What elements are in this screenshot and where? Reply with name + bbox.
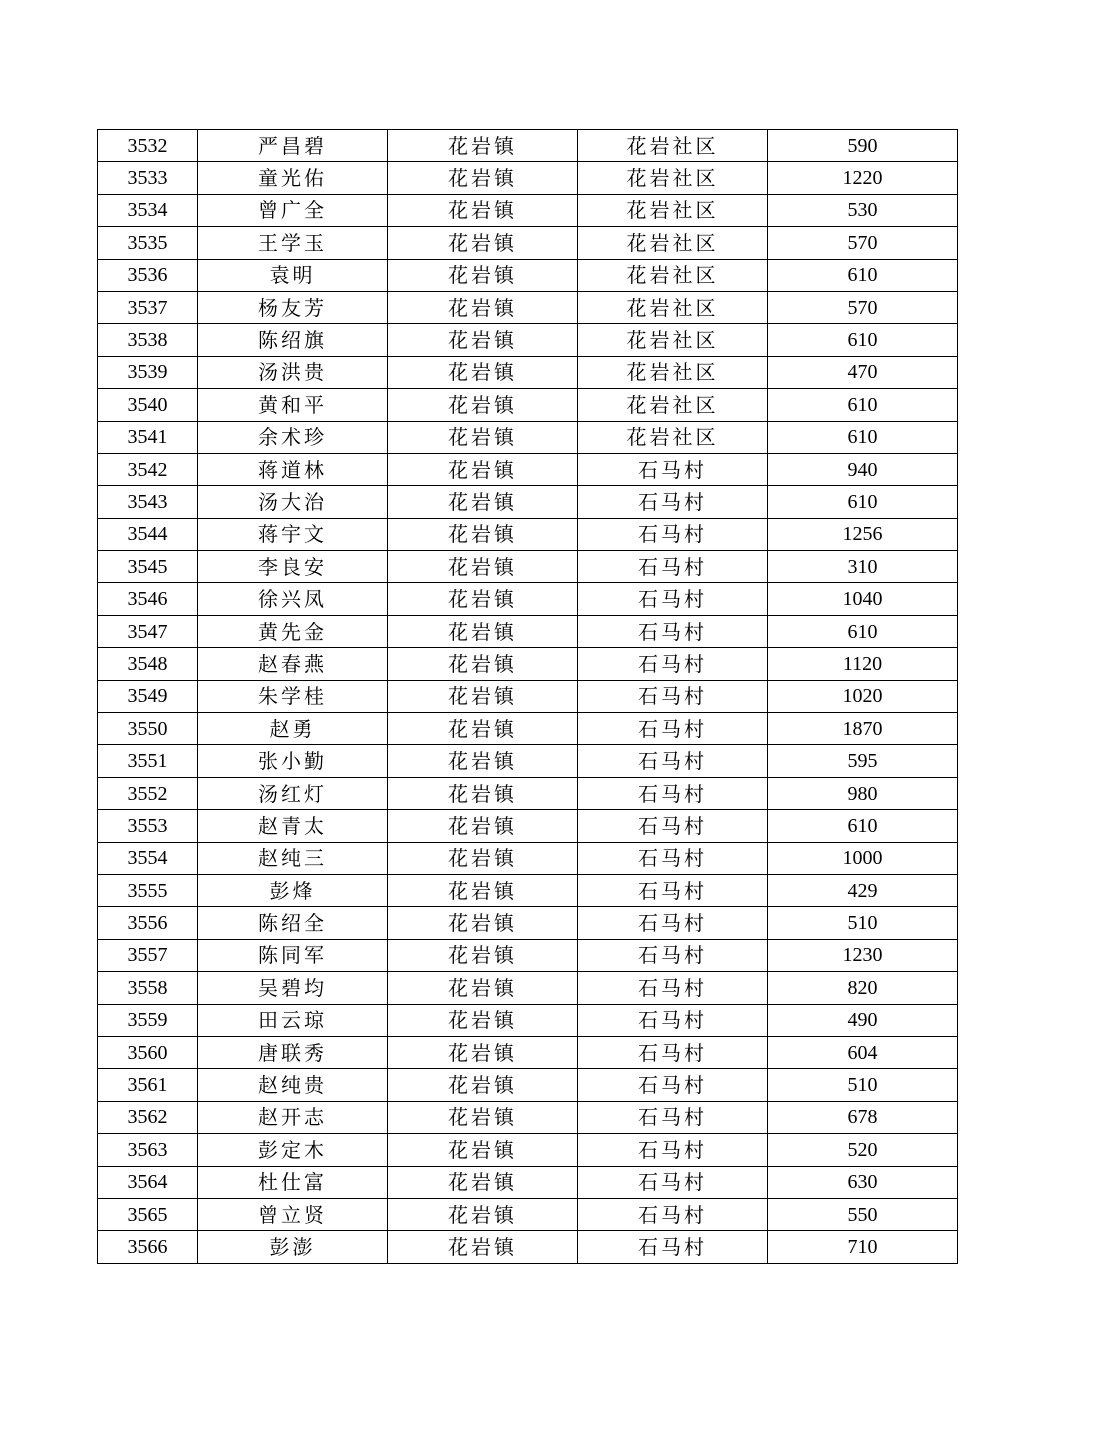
amount-cell: 510 — [768, 907, 958, 939]
table-row — [98, 453, 958, 485]
table-row — [98, 745, 958, 777]
village-cell: 石马村 — [578, 1198, 768, 1230]
row-number-cell: 3542 — [98, 453, 198, 485]
amount-cell: 610 — [768, 259, 958, 291]
name-cell: 杨友芳 — [198, 291, 388, 323]
name-cell: 田云琼 — [198, 1004, 388, 1036]
table-row — [98, 583, 958, 615]
town-cell: 花岩镇 — [388, 680, 578, 712]
village-cell: 石马村 — [578, 777, 768, 809]
town-cell: 花岩镇 — [388, 291, 578, 323]
name-cell: 黄和平 — [198, 389, 388, 421]
town-cell: 花岩镇 — [388, 324, 578, 356]
amount-cell: 710 — [768, 1231, 958, 1263]
amount-cell: 470 — [768, 356, 958, 388]
name-cell: 赵纯三 — [198, 842, 388, 874]
town-cell: 花岩镇 — [388, 1004, 578, 1036]
table-row — [98, 1231, 958, 1263]
town-cell: 花岩镇 — [388, 518, 578, 550]
table-row — [98, 1101, 958, 1133]
town-cell: 花岩镇 — [388, 162, 578, 194]
village-cell: 石马村 — [578, 1004, 768, 1036]
town-cell: 花岩镇 — [388, 551, 578, 583]
amount-cell: 610 — [768, 615, 958, 647]
amount-cell: 940 — [768, 453, 958, 485]
name-cell: 杜仕富 — [198, 1166, 388, 1198]
table-row — [98, 713, 958, 745]
town-cell: 花岩镇 — [388, 421, 578, 453]
town-cell: 花岩镇 — [388, 1101, 578, 1133]
table-row — [98, 486, 958, 518]
amount-cell: 610 — [768, 486, 958, 518]
table-row — [98, 907, 958, 939]
row-number-cell: 3538 — [98, 324, 198, 356]
amount-cell: 570 — [768, 291, 958, 323]
row-number-cell: 3537 — [98, 291, 198, 323]
row-number-cell: 3561 — [98, 1069, 198, 1101]
name-cell: 赵青太 — [198, 810, 388, 842]
row-number-cell: 3550 — [98, 713, 198, 745]
village-cell: 花岩社区 — [578, 130, 768, 162]
village-cell: 石马村 — [578, 551, 768, 583]
village-cell: 石马村 — [578, 842, 768, 874]
name-cell: 汤大治 — [198, 486, 388, 518]
amount-cell: 1020 — [768, 680, 958, 712]
row-number-cell: 3547 — [98, 615, 198, 647]
table-row — [98, 227, 958, 259]
village-cell: 石马村 — [578, 1166, 768, 1198]
row-number-cell: 3555 — [98, 874, 198, 906]
village-cell: 石马村 — [578, 1036, 768, 1068]
village-cell: 石马村 — [578, 518, 768, 550]
village-cell: 花岩社区 — [578, 227, 768, 259]
amount-cell: 604 — [768, 1036, 958, 1068]
name-cell: 陈同军 — [198, 939, 388, 971]
amount-cell: 630 — [768, 1166, 958, 1198]
village-cell: 花岩社区 — [578, 194, 768, 226]
village-cell: 石马村 — [578, 1101, 768, 1133]
name-cell: 蒋宇文 — [198, 518, 388, 550]
table-row — [98, 551, 958, 583]
amount-cell: 820 — [768, 972, 958, 1004]
row-number-cell: 3543 — [98, 486, 198, 518]
town-cell: 花岩镇 — [388, 1036, 578, 1068]
village-cell: 石马村 — [578, 486, 768, 518]
name-cell: 曾立贤 — [198, 1198, 388, 1230]
village-cell: 花岩社区 — [578, 356, 768, 388]
table-row — [98, 389, 958, 421]
amount-cell: 570 — [768, 227, 958, 259]
row-number-cell: 3535 — [98, 227, 198, 259]
amount-cell: 550 — [768, 1198, 958, 1230]
name-cell: 陈绍旗 — [198, 324, 388, 356]
town-cell: 花岩镇 — [388, 453, 578, 485]
name-cell: 汤红灯 — [198, 777, 388, 809]
row-number-cell: 3558 — [98, 972, 198, 1004]
amount-cell: 1230 — [768, 939, 958, 971]
table-row — [98, 421, 958, 453]
table-row — [98, 972, 958, 1004]
village-cell: 石马村 — [578, 713, 768, 745]
row-number-cell: 3536 — [98, 259, 198, 291]
row-number-cell: 3565 — [98, 1198, 198, 1230]
amount-cell: 520 — [768, 1134, 958, 1166]
table-row — [98, 1134, 958, 1166]
amount-cell: 610 — [768, 810, 958, 842]
row-number-cell: 3559 — [98, 1004, 198, 1036]
name-cell: 汤洪贵 — [198, 356, 388, 388]
town-cell: 花岩镇 — [388, 777, 578, 809]
table-body — [98, 130, 958, 1264]
village-cell: 花岩社区 — [578, 259, 768, 291]
table-row — [98, 1036, 958, 1068]
table-row — [98, 680, 958, 712]
row-number-cell: 3560 — [98, 1036, 198, 1068]
amount-cell: 490 — [768, 1004, 958, 1036]
town-cell: 花岩镇 — [388, 583, 578, 615]
town-cell: 花岩镇 — [388, 907, 578, 939]
village-cell: 花岩社区 — [578, 324, 768, 356]
row-number-cell: 3546 — [98, 583, 198, 615]
name-cell: 张小勤 — [198, 745, 388, 777]
amount-cell: 610 — [768, 324, 958, 356]
table-row — [98, 810, 958, 842]
name-cell: 赵春燕 — [198, 648, 388, 680]
name-cell: 吴碧均 — [198, 972, 388, 1004]
village-cell: 石马村 — [578, 453, 768, 485]
village-cell: 石马村 — [578, 583, 768, 615]
town-cell: 花岩镇 — [388, 130, 578, 162]
table-row — [98, 939, 958, 971]
table-row — [98, 291, 958, 323]
table-row — [98, 1004, 958, 1036]
amount-cell: 1870 — [768, 713, 958, 745]
name-cell: 王学玉 — [198, 227, 388, 259]
row-number-cell: 3554 — [98, 842, 198, 874]
name-cell: 赵开志 — [198, 1101, 388, 1133]
name-cell: 赵纯贵 — [198, 1069, 388, 1101]
row-number-cell: 3541 — [98, 421, 198, 453]
row-number-cell: 3532 — [98, 130, 198, 162]
table-row — [98, 874, 958, 906]
row-number-cell: 3564 — [98, 1166, 198, 1198]
row-number-cell: 3552 — [98, 777, 198, 809]
town-cell: 花岩镇 — [388, 745, 578, 777]
village-cell: 石马村 — [578, 1134, 768, 1166]
town-cell: 花岩镇 — [388, 874, 578, 906]
town-cell: 花岩镇 — [388, 615, 578, 647]
amount-cell: 610 — [768, 421, 958, 453]
name-cell: 唐联秀 — [198, 1036, 388, 1068]
village-cell: 石马村 — [578, 680, 768, 712]
town-cell: 花岩镇 — [388, 972, 578, 1004]
name-cell: 徐兴凤 — [198, 583, 388, 615]
town-cell: 花岩镇 — [388, 842, 578, 874]
village-cell: 石马村 — [578, 939, 768, 971]
table-row — [98, 324, 958, 356]
row-number-cell: 3556 — [98, 907, 198, 939]
name-cell: 彭定木 — [198, 1134, 388, 1166]
amount-cell: 1000 — [768, 842, 958, 874]
row-number-cell: 3534 — [98, 194, 198, 226]
town-cell: 花岩镇 — [388, 939, 578, 971]
amount-cell: 595 — [768, 745, 958, 777]
town-cell: 花岩镇 — [388, 259, 578, 291]
table-row — [98, 1166, 958, 1198]
row-number-cell: 3562 — [98, 1101, 198, 1133]
town-cell: 花岩镇 — [388, 648, 578, 680]
row-number-cell: 3551 — [98, 745, 198, 777]
row-number-cell: 3539 — [98, 356, 198, 388]
name-cell: 黄先金 — [198, 615, 388, 647]
town-cell: 花岩镇 — [388, 1166, 578, 1198]
town-cell: 花岩镇 — [388, 1069, 578, 1101]
town-cell: 花岩镇 — [388, 810, 578, 842]
town-cell: 花岩镇 — [388, 194, 578, 226]
village-cell: 花岩社区 — [578, 291, 768, 323]
amount-cell: 510 — [768, 1069, 958, 1101]
village-cell: 石马村 — [578, 1231, 768, 1263]
village-cell: 石马村 — [578, 874, 768, 906]
row-number-cell: 3533 — [98, 162, 198, 194]
name-cell: 袁明 — [198, 259, 388, 291]
amount-cell: 310 — [768, 551, 958, 583]
village-cell: 花岩社区 — [578, 421, 768, 453]
row-number-cell: 3540 — [98, 389, 198, 421]
name-cell: 李良安 — [198, 551, 388, 583]
row-number-cell: 3553 — [98, 810, 198, 842]
table-row — [98, 162, 958, 194]
data-table — [97, 129, 958, 1264]
name-cell: 余术珍 — [198, 421, 388, 453]
amount-cell: 1256 — [768, 518, 958, 550]
table-row — [98, 777, 958, 809]
table-row — [98, 1198, 958, 1230]
village-cell: 花岩社区 — [578, 389, 768, 421]
table-row — [98, 648, 958, 680]
row-number-cell: 3544 — [98, 518, 198, 550]
row-number-cell: 3566 — [98, 1231, 198, 1263]
village-cell: 石马村 — [578, 648, 768, 680]
village-cell: 石马村 — [578, 615, 768, 647]
village-cell: 石马村 — [578, 810, 768, 842]
amount-cell: 590 — [768, 130, 958, 162]
town-cell: 花岩镇 — [388, 1231, 578, 1263]
row-number-cell: 3549 — [98, 680, 198, 712]
name-cell: 朱学桂 — [198, 680, 388, 712]
town-cell: 花岩镇 — [388, 486, 578, 518]
row-number-cell: 3545 — [98, 551, 198, 583]
table-row — [98, 130, 958, 162]
table-row — [98, 615, 958, 647]
village-cell: 石马村 — [578, 1069, 768, 1101]
town-cell: 花岩镇 — [388, 1198, 578, 1230]
amount-cell: 980 — [768, 777, 958, 809]
village-cell: 石马村 — [578, 972, 768, 1004]
village-cell: 石马村 — [578, 907, 768, 939]
name-cell: 赵勇 — [198, 713, 388, 745]
name-cell: 曾广全 — [198, 194, 388, 226]
town-cell: 花岩镇 — [388, 1134, 578, 1166]
table-row — [98, 518, 958, 550]
row-number-cell: 3557 — [98, 939, 198, 971]
name-cell: 陈绍全 — [198, 907, 388, 939]
name-cell: 童光佑 — [198, 162, 388, 194]
table-row — [98, 356, 958, 388]
town-cell: 花岩镇 — [388, 713, 578, 745]
amount-cell: 610 — [768, 389, 958, 421]
name-cell: 严昌碧 — [198, 130, 388, 162]
town-cell: 花岩镇 — [388, 227, 578, 259]
amount-cell: 429 — [768, 874, 958, 906]
amount-cell: 1120 — [768, 648, 958, 680]
village-cell: 花岩社区 — [578, 162, 768, 194]
table-row — [98, 1069, 958, 1101]
amount-cell: 1040 — [768, 583, 958, 615]
town-cell: 花岩镇 — [388, 356, 578, 388]
table-row — [98, 194, 958, 226]
amount-cell: 530 — [768, 194, 958, 226]
table-row — [98, 842, 958, 874]
name-cell: 蒋道林 — [198, 453, 388, 485]
row-number-cell: 3563 — [98, 1134, 198, 1166]
row-number-cell: 3548 — [98, 648, 198, 680]
amount-cell: 1220 — [768, 162, 958, 194]
table-row — [98, 259, 958, 291]
amount-cell: 678 — [768, 1101, 958, 1133]
town-cell: 花岩镇 — [388, 389, 578, 421]
name-cell: 彭烽 — [198, 874, 388, 906]
name-cell: 彭澎 — [198, 1231, 388, 1263]
village-cell: 石马村 — [578, 745, 768, 777]
